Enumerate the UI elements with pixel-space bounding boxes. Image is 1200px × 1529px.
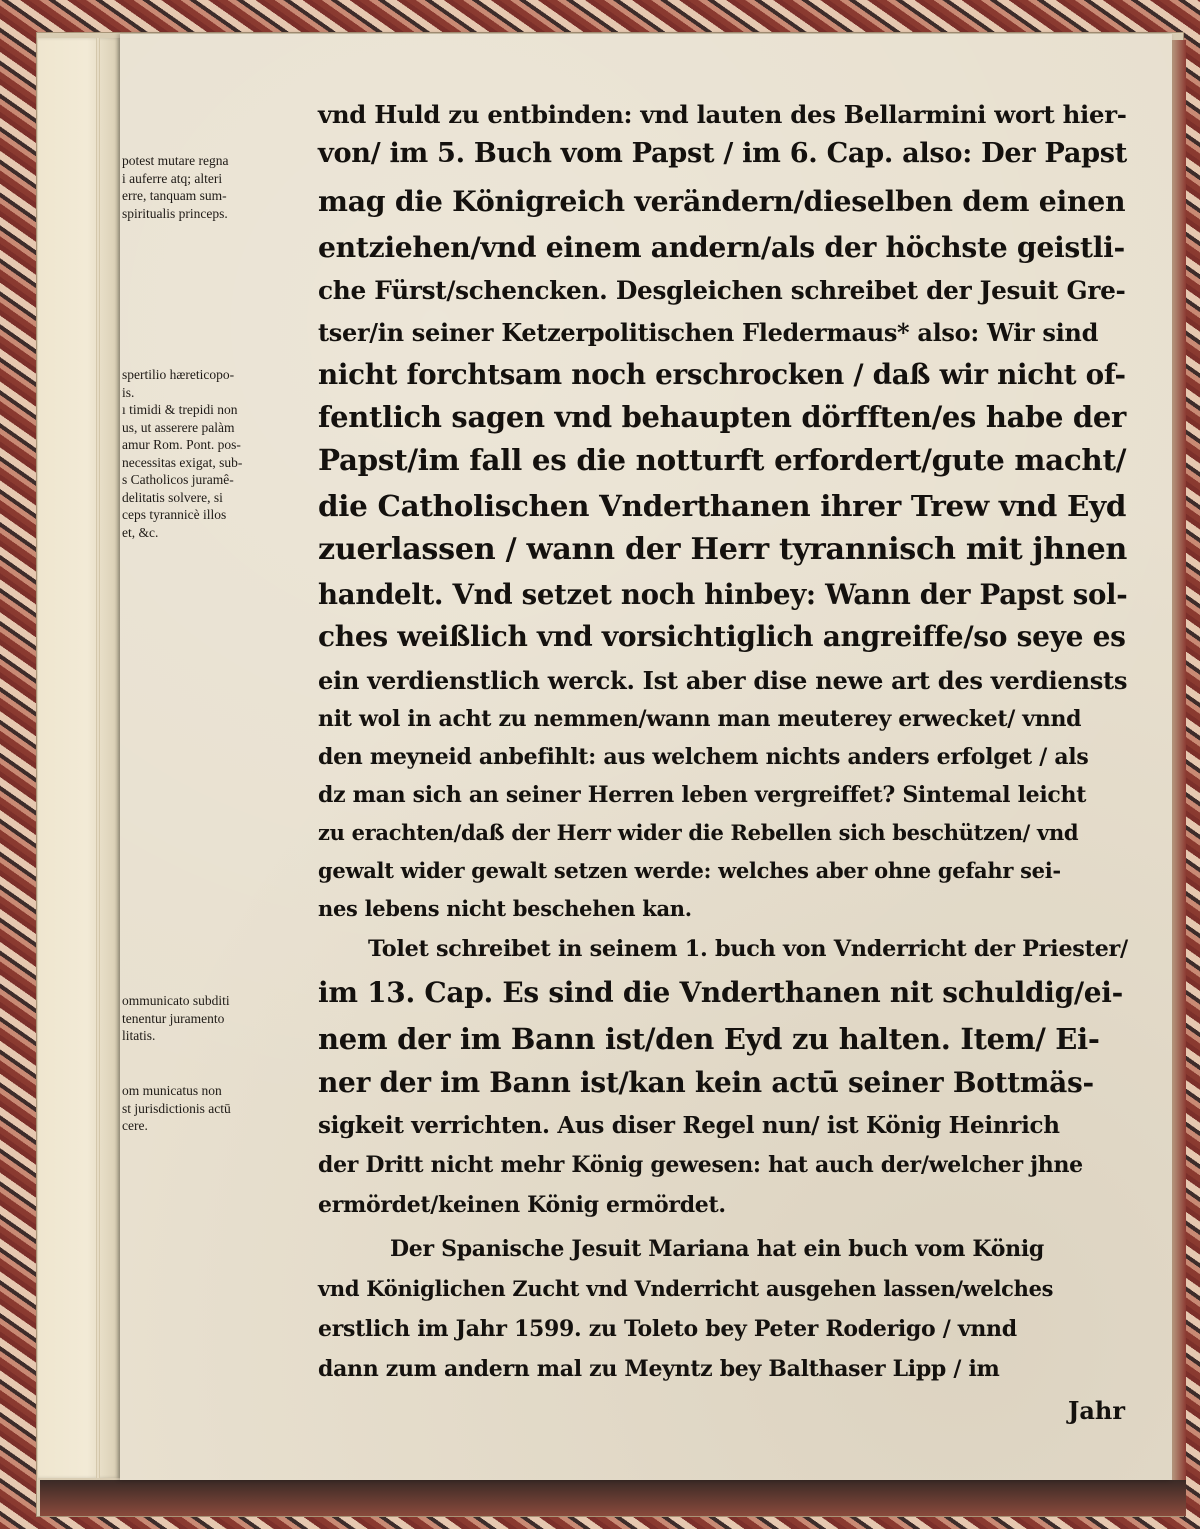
text-line: entziehen/vnd einem andern/als der höchste geistli- [318,230,1125,264]
text-line: sigkeit verrichten. Aus diser Regel nun/ ist König Heinrich [318,1112,1060,1139]
text-line: dann zum andern mal zu Meyntz bey Balthaser Lipp / im [318,1356,1000,1382]
margin-note-line: necessitas exigat, sub- [122,454,243,470]
text-line: nit wol in acht zu nemmen/wann man meuterey erwecket/ vnnd [318,706,1082,732]
page-edge-right [1172,40,1186,1510]
margin-note-line: spiritualis princeps. [122,205,228,221]
margin-note-line: erre, tanquam sum- [122,188,227,203]
text-line: ner der im Bann ist/kan kein actū seiner Bottmäs- [318,1066,1094,1099]
page-edge-bottom [40,1480,1186,1516]
catchword: Jahr [1068,1396,1125,1425]
text-line: nicht forchtsam noch erschrocken / daß wir nicht of- [318,358,1126,391]
margin-note-line: amur Rom. Pont. pos- [122,437,241,452]
margin-note-line: et, &c. [122,524,159,540]
text-line: zuerlassen / wann der Herr tyrannisch mit jhnen [318,532,1128,567]
margin-note-line: ommunicato subditi [122,993,230,1008]
margin-note-line: spertilio hæreticopo- [122,367,235,382]
margin-note-line: ceps tyrannicè illos [122,507,227,522]
text-line: nem der im Bann ist/den Eyd zu halten. Item/ Ei- [318,1022,1100,1056]
margin-note [122,152,320,222]
text-line: erstlich im Jahr 1599. zu Toleto bey Peter Roderigo / vnnd [318,1316,1017,1342]
text-line: nes lebens nicht beschehen kan. [318,896,692,921]
text-line: Der Spanische Jesuit Mariana hat ein buch vom König [390,1236,1044,1262]
text-line: der Dritt nicht mehr König gewesen: hat auch der/welcher jhne [318,1152,1083,1178]
text-line: von/ im 5. Buch vom Papst / im 6. Cap. also: Der Papst [318,138,1127,169]
text-line: handelt. Vnd setzet noch hinbey: Wann der Papst sol- [318,578,1128,611]
margin-note [122,992,320,1045]
margin-note-line: delitatis solvere, si [122,489,223,505]
margin-note-line: st jurisdictionis actū [122,1100,231,1116]
text-line: che Fürst/schencken. Desgleichen schreibet der Jesuit Gre- [318,276,1126,305]
margin-note-line: i auferre atq; alteri [122,170,223,186]
text-line: mag die Königreich verändern/dieselben dem einen [318,184,1126,218]
text-line: dz man sich an seiner Herren leben vergreiffet? Sintemal leicht [318,782,1087,808]
margin-note-line: s Catholicos juramê- [122,472,234,487]
gutter-fold [96,38,100,1478]
text-line: die Catholischen Vnderthanen ihrer Trew vnd Eyd [318,488,1127,523]
margin-note-line: us, ut asserere palàm [122,419,235,435]
margin-note [122,366,320,541]
margin-note-line: tenentur juramento [122,1010,225,1026]
text-line: tser/in seiner Ketzerpolitischen Fledermaus* also: Wir sind [318,318,1099,347]
margin-note-line: ı timidi & trepidi non [122,402,238,417]
margin-note-line: cere. [122,1118,148,1133]
text-line: fentlich sagen vnd behaupten dörfften/es habe der [318,400,1126,434]
text-line: gewalt wider gewalt setzen werde: welches aber ohne gefahr sei- [318,858,1061,883]
text-line: ein verdienstlich werck. Ist aber dise newe art des verdiensts [318,666,1128,695]
text-line: den meyneid anbefihlt: aus welchem nichts anders erfolget / als [318,744,1089,770]
margin-note-line: potest mutare regna [122,153,229,168]
text-line: im 13. Cap. Es sind die Vnderthanen nit schuldig/ei- [318,976,1123,1009]
text-line: ermördet/keinen König ermördet. [318,1192,726,1218]
margin-note-line: litatis. [122,1028,156,1043]
text-line: Tolet schreibet in seinem 1. buch von Vnderricht der Priester/ [368,936,1128,962]
margin-note-line: is. [122,384,135,400]
margin-note-line: om municatus non [122,1083,222,1098]
text-line: Papst/im fall es die notturft erfordert/gute macht/ [318,442,1127,477]
margin-note [122,1082,320,1135]
text-line: ches weißlich vnd vorsichtiglich angreiffe/so seye es [318,620,1126,653]
endpaper [38,38,120,1478]
text-line: zu erachten/daß der Herr wider die Rebellen sich beschützen/ vnd [318,820,1079,845]
text-line: vnd Huld zu entbinden: vnd lauten des Bellarmini wort hier- [318,100,1127,129]
text-line: vnd Königlichen Zucht vnd Vnderricht ausgehen lassen/welches [318,1276,1054,1301]
